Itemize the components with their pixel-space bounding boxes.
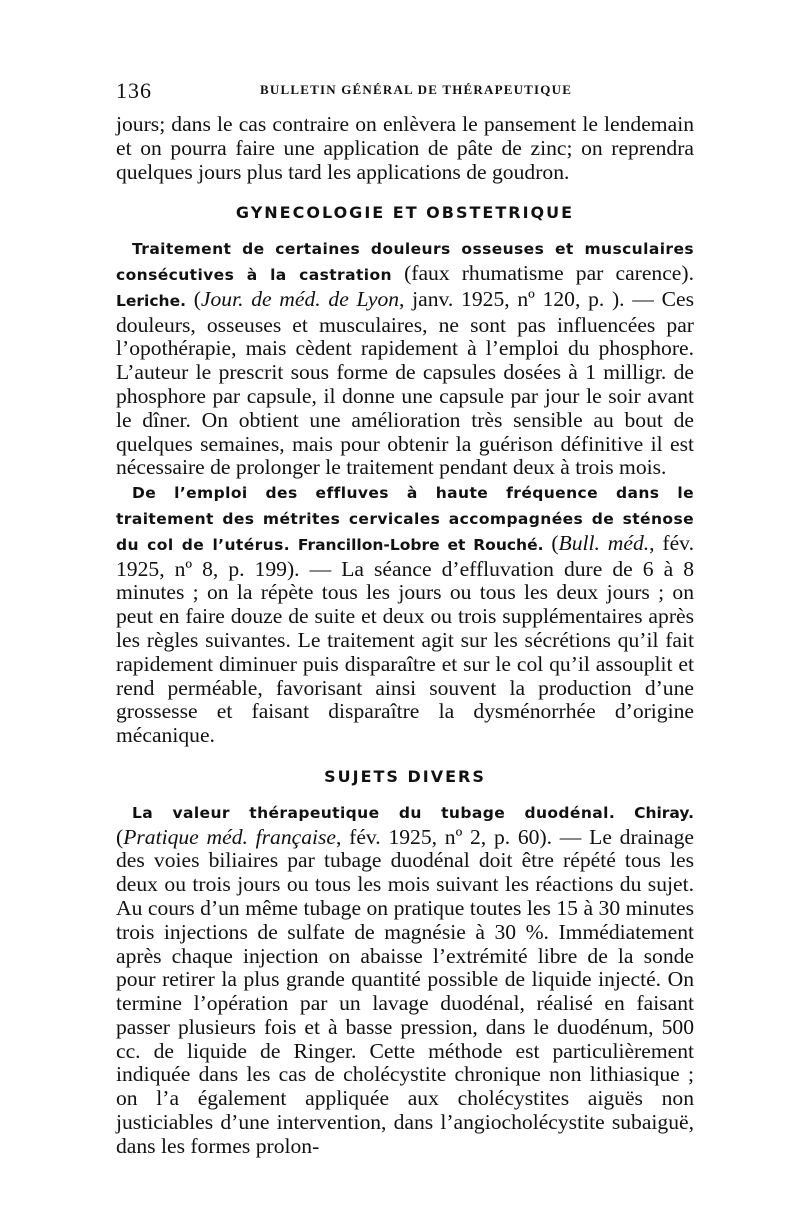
article-text: Ces douleurs, osseuses et musculaires, ne sont pas influencées par l’opothérapie, mais cèdent rapidement à l’emploi du phosphore. L’auteur le prescrit sous forme de capsules dosées à 1 milligr. de phosphore par capsule, il donne une capsule par jour le soir avant le dîner. On obtient une amélioration très sensible au bout de quelques semaines, mais pour obtenir la guérison définitive il est nécessaire de prolonger le traitement pendant deux à trois mois. (116, 286, 694, 480)
citation: , fév. 1925, nº 8, p. 199). — (116, 530, 694, 581)
continuation-paragraph: jours; dans le cas contraire on enlèvera le pansement le lendemain et on pourra faire une application de pâte de zinc; on reprendra quelques jours plus tard les applications de goudron. (116, 112, 694, 184)
article-subtitle: (faux rhumatisme par carence). (391, 260, 694, 285)
article-text: Le drainage des voies biliaires par tubage duodénal doit être répété tous les deux ou trois jours ou tous les mois suivant les réactions du sujet. Au cours d’un même tubage on pratique toutes les 15 à 30 minutes trois injections de sulfate de magnésie à 30 %. Immédiatement après chaque injection on abaisse l’extrémité libre de la sonde pour retirer la plus grande quantité possible de liquide injecté. On termine l’opération par un lavage duodénal, réalisé en faisant passer plusieurs fois et à basse pression, dans le duodénum, 500 cc. de liquide de Ringer. Cette méthode est particulièrement indiquée dans les cas de cholécystite chronique non lithiasique ; on l’a également appliquée aux cholécystites aiguës non justiciables d’une intervention, dans l’angiocholécystite subaiguë, dans les formes prolon- (116, 824, 694, 1158)
citation: , janv. 1925, nº 120, p. ). — (399, 286, 662, 311)
journal-name: Jour. de méd. de Lyon (200, 286, 400, 311)
body-text (116, 113, 694, 1159)
article-francillon (116, 480, 694, 748)
journal-name: Bull. méd. (558, 530, 650, 555)
section-heading-gynecology: GYNECOLOGIE ET OBSTETRIQUE (235, 203, 575, 223)
reference-open: ( (543, 530, 559, 555)
article-chiray (116, 800, 694, 1159)
page-number: 136 (116, 78, 152, 103)
article-author: Francillon-Lobre et Rouché. (290, 535, 544, 554)
article-author: Leriche. (116, 291, 186, 310)
reference-open: ( (185, 286, 201, 311)
journal-name: Pratique méd. française (123, 824, 336, 849)
reference-open: ( (116, 824, 124, 849)
page-header (116, 78, 696, 102)
section-heading-misc: SUJETS DIVERS (324, 766, 486, 786)
article-author: Chiray. (615, 803, 694, 822)
article-title: La valeur thérapeutique du tubage duodénal. (132, 803, 616, 822)
article-text: La séance d’effluvation dure de 6 à 8 minutes ; on la répète tous les jours ou tous les deux jours ; on peut en faire douze de suite et deux ou trois supplémentaires après les règles suivantes. Le traitement agit sur les sécrétions qu’il fait rapidement diminuer puis disparaître et sur le col qu’il assouplit et rend perméable, favorisant ainsi souvent la production d’une grossesse et faisant disparaître la dysménorrhée d’origine mécanique. (116, 556, 694, 748)
article-title: De l’emploi des effluves à haute fréquence dans le traitement des métrites cervicales accompagnées de sténose du col de l’utérus. (116, 484, 694, 554)
article-title: Traitement de certaines douleurs osseuses et musculaires consécutives à la castration (116, 240, 694, 284)
running-head: BULLETIN GÉNÉRAL DE THÉRAPEUTIQUE (260, 82, 573, 97)
citation: , fév. 1925, nº 2, p. 60). — (336, 824, 590, 849)
article-leriche (116, 236, 694, 480)
